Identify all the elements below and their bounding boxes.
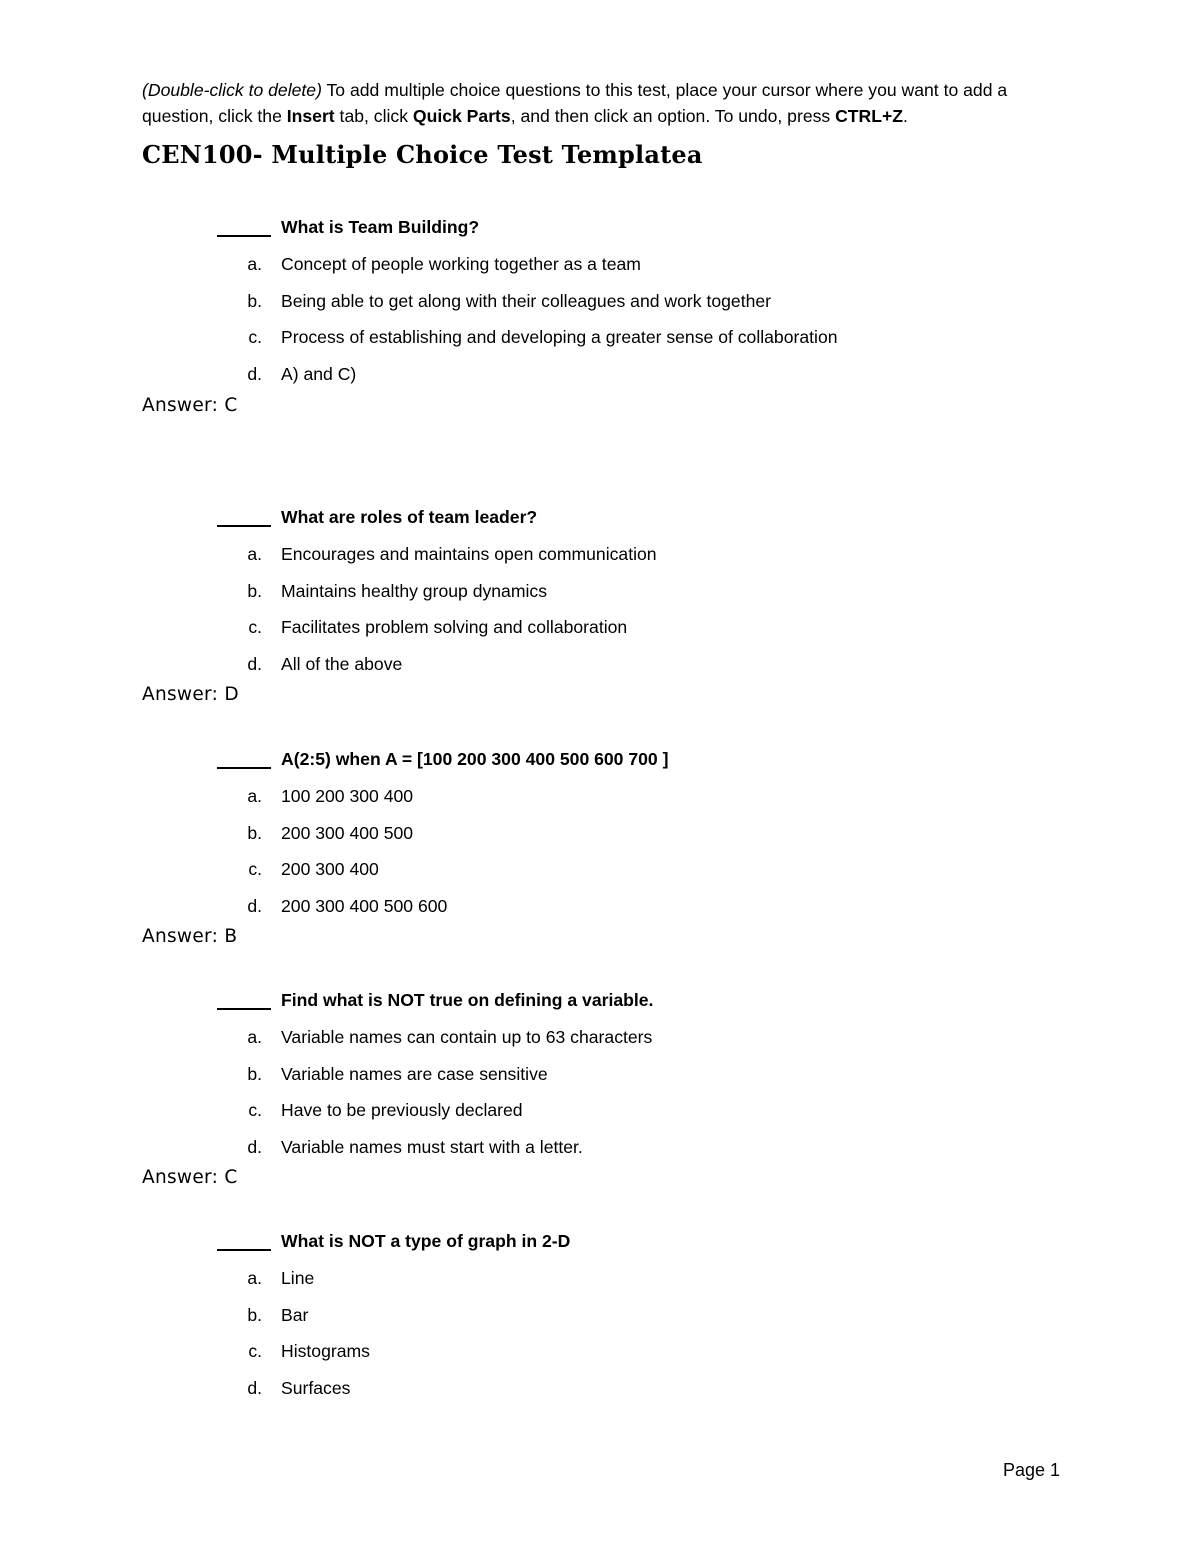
option-letter: a. — [247, 1027, 262, 1047]
answer-blank[interactable] — [217, 767, 271, 769]
option-letter: a. — [247, 1268, 262, 1288]
instruction-text-2: tab, click — [334, 106, 413, 126]
option-text: 200 300 400 500 — [281, 822, 414, 843]
page-number: Page 1 — [1003, 1460, 1061, 1480]
option-letter: b. — [247, 1304, 262, 1325]
option-text: Line — [281, 1268, 315, 1288]
option-text: Being able to get along with their colleagues and work together — [281, 290, 772, 311]
option-letter: b. — [247, 1063, 262, 1084]
document-title: CEN100- Multiple Choice Test Templatea — [142, 140, 703, 169]
option-item — [0, 1025, 1200, 1062]
option-letter: c. — [248, 1341, 262, 1362]
option-text: 100 200 300 400 — [281, 786, 414, 806]
option-text: Variable names must start with a letter. — [281, 1137, 583, 1158]
question-block-5 — [0, 1229, 1200, 1413]
option-text: All of the above — [281, 654, 403, 675]
instruction-italic-prefix[interactable]: (Double-click to delete) — [142, 80, 322, 100]
option-item — [0, 784, 1200, 821]
option-letter: c. — [248, 859, 262, 880]
option-item — [0, 615, 1200, 652]
option-item — [0, 1303, 1200, 1340]
option-item — [0, 1339, 1200, 1376]
option-letter: b. — [247, 822, 262, 843]
option-letter: d. — [247, 1137, 262, 1158]
option-text: Variable names can contain up to 63 characters — [281, 1027, 653, 1047]
answer-label: Answer: C — [142, 1167, 238, 1188]
question-text: A(2:5) when A = [100 200 300 400 500 600 700 ] — [281, 749, 669, 769]
option-letter: d. — [247, 364, 262, 385]
answer-blank[interactable] — [217, 1008, 271, 1010]
option-item — [0, 325, 1200, 362]
option-item — [0, 857, 1200, 894]
answer-blank[interactable] — [217, 525, 271, 527]
option-text: Variable names are case sensitive — [281, 1063, 548, 1084]
option-letter: c. — [248, 327, 262, 348]
option-letter: a. — [247, 254, 262, 274]
option-text: Facilitates problem solving and collaboration — [281, 617, 628, 638]
option-text: Histograms — [281, 1341, 370, 1362]
instruction-text-3: , and then click an option. To undo, press — [510, 106, 836, 126]
question-text: What is Team Building? — [281, 217, 480, 237]
instruction-insert-tab: Insert — [286, 106, 335, 126]
option-item — [0, 1266, 1200, 1303]
option-item — [0, 289, 1200, 326]
question-block-2 — [0, 505, 1200, 689]
option-letter: d. — [247, 654, 262, 675]
instruction-undo-key: CTRL+Z — [835, 106, 904, 126]
answer-label: Answer: B — [142, 926, 238, 947]
answer-blank[interactable] — [217, 1249, 271, 1251]
option-item — [0, 821, 1200, 858]
instruction-text-1: To add multiple choice questions to this test, place your cursor where you want to add a question, click the — [142, 80, 1008, 126]
question-text: What are roles of team leader? — [281, 507, 538, 527]
answer-label: Answer: D — [142, 684, 239, 705]
option-letter: b. — [247, 290, 262, 311]
instruction-paragraph — [142, 77, 1082, 129]
option-text: Have to be previously declared — [281, 1100, 523, 1121]
option-text: Surfaces — [281, 1378, 351, 1399]
option-item — [0, 1376, 1200, 1413]
option-item — [0, 579, 1200, 616]
question-block-4 — [0, 988, 1200, 1172]
option-item — [0, 542, 1200, 579]
option-text: A) and C) — [281, 364, 357, 385]
option-text: Bar — [281, 1304, 309, 1325]
question-block-3 — [0, 747, 1200, 931]
option-letter: a. — [247, 786, 262, 806]
option-letter: b. — [247, 580, 262, 601]
answer-label: Answer: C — [142, 395, 238, 416]
option-text: Concept of people working together as a team — [281, 254, 641, 274]
instruction-text-4: . — [903, 106, 908, 126]
question-text: Find what is NOT true on defining a variable. — [281, 990, 654, 1010]
option-letter: d. — [247, 896, 262, 917]
option-item — [0, 1062, 1200, 1099]
answer-blank[interactable] — [217, 235, 271, 237]
instruction-quick-parts: Quick Parts — [412, 106, 511, 126]
option-letter: c. — [248, 617, 262, 638]
question-block-1 — [0, 215, 1200, 399]
question-text: What is NOT a type of graph in 2-D — [281, 1231, 571, 1251]
option-letter: d. — [247, 1378, 262, 1399]
option-item — [0, 252, 1200, 289]
option-text: Process of establishing and developing a greater sense of collaboration — [281, 327, 838, 348]
option-item — [0, 1098, 1200, 1135]
option-text: 200 300 400 500 600 — [281, 896, 448, 917]
option-text: 200 300 400 — [281, 859, 379, 880]
option-text: Encourages and maintains open communication — [281, 544, 657, 564]
option-letter: c. — [248, 1100, 262, 1121]
option-letter: a. — [247, 544, 262, 564]
option-text: Maintains healthy group dynamics — [281, 580, 548, 601]
